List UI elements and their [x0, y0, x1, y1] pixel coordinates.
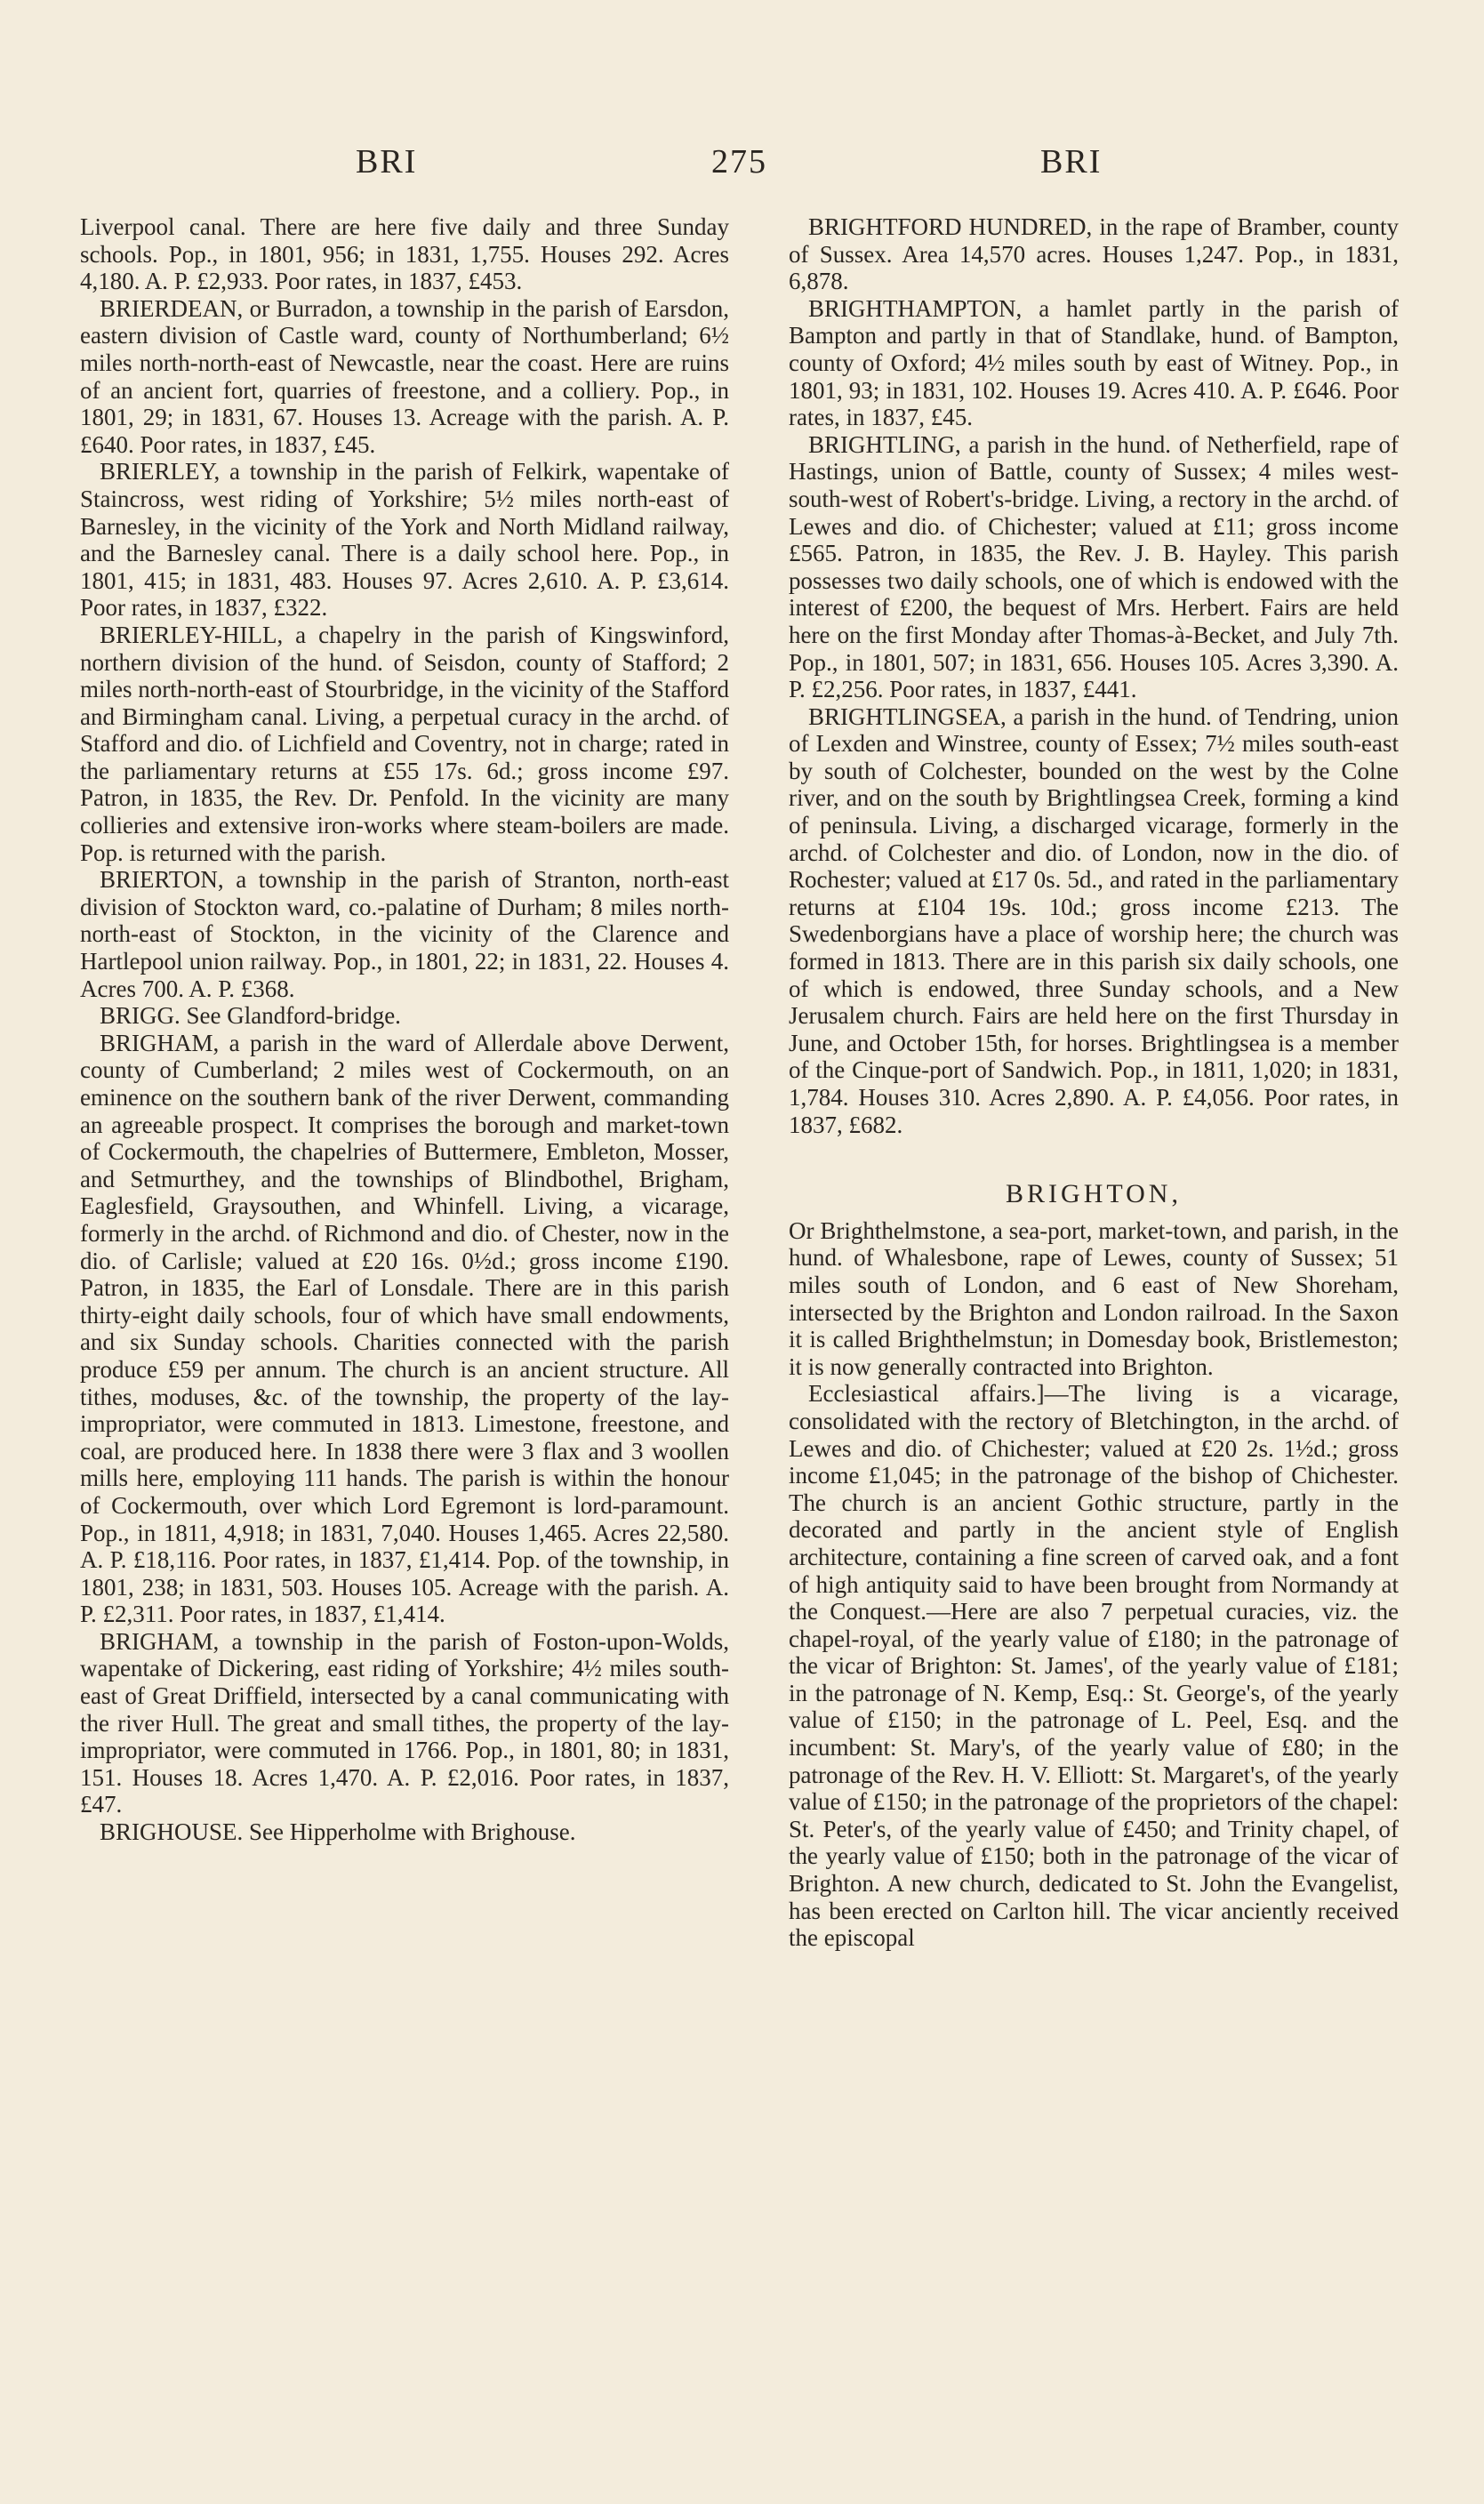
page-number: 275 — [711, 143, 767, 181]
entry-brigg: BRIGG. See Glandford-bridge. — [100, 1002, 401, 1030]
entry-brierley: BRIERLEY, a township in the parish of Felkirk, wapentake of Staincross, west riding of Yorkshire; 5½ miles north-east of Barnesley, in the vicinity of the York and North Midland railway, and the Barnesley canal. There is a daily school here. Pop., in 1801, 415; in 1831, 483. Houses 97. Acres 2,610. A. P. £3,614. Poor rates, in 1837, £322. — [80, 458, 729, 622]
running-head-right: BRI — [1040, 143, 1103, 181]
entry-continuation: Liverpool canal. There are here five daily and three Sunday schools. Pop., in 1801, 956; in 1831, 1,755. Houses 292. Acres 4,180. A. P. £2,933. Poor rates, in 1837, £453. — [80, 213, 729, 295]
entry-brierdean: BRIERDEAN, or Burradon, a township in the parish of Earsdon, eastern division of Castle ward, county of Northumberland; 6½ miles north-north-east of Newcastle, near the coast. Here are ruins of an ancient fort, quarries of freestone, and a colliery. Pop., in 1801, 29; in 1831, 67. Houses 13. Acreage with the parish. A. P. £640. Poor rates, in 1837, £45. — [80, 294, 729, 458]
running-head-left: BRI — [356, 143, 418, 181]
entry-brightford-hundred: BRIGHTFORD HUNDRED, in the rape of Bramber, county of Sussex. Area 14,570 acres. Houses 1,247. Pop., in 1831, 6,878. — [789, 213, 1399, 295]
right-column — [789, 213, 1399, 1952]
entry-brightlingsea: BRIGHTLINGSEA, a parish in the hund. of Tendring, union of Lexden and Winstree, county of Essex; 7½ miles south-east by south of Colchester, bounded on the west by the Colne river, and on the south by Brightlingsea Creek, forming a kind of peninsula. Living, a discharged vicarage, formerly in the archd. of Colchester and dio. of London, now in the dio. of Rochester; valued at £17 0s. 5d., and rated in the parliamentary returns at £104 19s. 10d.; gross income £213. The Swedenborgians have a place of worship here; the church was formed in 1813. There are in this parish six daily schools, one of which is endowed, three Sunday schools, and a New Jerusalem church. Fairs are held here on the first Thursday in June, and October 15th, for horses. Brightlingsea is a member of the Cinque-port of Sandwich. Pop., in 1811, 1,020; in 1831, 1,784. Houses 310. Acres 2,890. A. P. £4,056. Poor rates, in 1837, £682. — [789, 702, 1399, 1138]
brighton-ecclesiastical: Ecclesiastical affairs.]—The living is a vicarage, consolidated with the rectory of Bletchington, in the archd. of Lewes and dio. of Chichester; valued at £20 2s. 1½d.; gross income £1,045; in the patronage of the bishop of Chichester. The church is an ancient Gothic structure, partly in the decorated and partly in the ancient style of English architecture, containing a fine screen of carved oak, and a font of high antiquity said to have been brought from Normandy at the Conquest.—Here are also 7 perpetual curacies, viz. the chapel-royal, of the yearly value of £180; in the patronage of the vicar of Brighton: St. James', of the yearly value of £181; in the patronage of N. Kemp, Esq.: St. George's, of the yearly value of £150; in the patronage of L. Peel, Esq. and the incumbent: St. Mary's, of the yearly value of £80; in the patronage of the Rev. H. V. Elliott: St. Margaret's, of the yearly value of £150; in the patronage of the proprietors of the chapel: St. Peter's, of the yearly value of £450; and Trinity chapel, of the yearly value of £150; both in the patronage of the vicar of Brighton. A new church, dedicated to St. John the Evangelist, has been erected on Carlton hill. The vicar anciently received the episcopal — [789, 1380, 1399, 1952]
section-heading-brighton: BRIGHTON, — [1006, 1179, 1182, 1209]
brighton-intro: Or Brighthelmstone, a sea-port, market-town, and parish, in the hund. of Whalesbone, rape of Lewes, county of Sussex; 51 miles south of London, and 6 east of New Shoreham, intersected by the Brighton and London railroad. In the Saxon it is called Brighthelmstun; in Domesday book, Bristlemeston; it is now generally contracted into Brighton. — [789, 1216, 1399, 1380]
entry-brigham-parish: BRIGHAM, a parish in the ward of Allerdale above Derwent, county of Cumberland; 2 miles west of Cockermouth, on an eminence on the southern bank of the river Derwent, commanding an agreeable prospect. It comprises the borough and market-town of Cockermouth, the chapelries of Buttermere, Embleton, Mosser, and Setmurthey, and the townships of Blindbothel, Brigham, Eaglesfield, Graysouthen, and Whinfell. Living, a vicarage, formerly in the archd. of Richmond and dio. of Chester, now in the dio. of Carlisle; valued at £20 16s. 0½d.; gross income £190. Patron, in 1835, the Earl of Lonsdale. There are in this parish thirty-eight daily schools, four of which have small endowments, and six Sunday schools. Charities connected with the parish produce £59 per annum. The church is an ancient structure. All tithes, moduses, &c. of the township, the property of the lay-impropriator, were commuted in 1813. Limestone, freestone, and coal, are produced here. In 1838 there were 3 flax and 3 woollen mills here, employing 111 hands. The parish is within the honour of Cockermouth, over which Lord Egremont is lord-paramount. Pop., in 1811, 4,918; in 1831, 7,040. Houses 1,465. Acres 22,580. A. P. £18,116. Poor rates, in 1837, £1,414. Pop. of the township, in 1801, 238; in 1831, 503. Houses 105. Acreage with the parish. A. P. £2,311. Poor rates, in 1837, £1,414. — [80, 1029, 729, 1628]
entry-brightling: BRIGHTLING, a parish in the hund. of Netherfield, rape of Hastings, union of Battle, county of Sussex; 4 miles west-south-west of Robert's-bridge. Living, a rectory in the archd. of Lewes and dio. of Chichester; valued at £11; gross income £565. Patron, in 1835, the Rev. J. B. Hayley. This parish possesses two daily schools, one of which is endowed with the interest of £200, the bequest of Mrs. Herbert. Fairs are held here on the first Monday after Thomas-à-Becket, and July 7th. Pop., in 1801, 507; in 1831, 656. Houses 105. Acres 3,390. A. P. £2,256. Poor rates, in 1837, £441. — [789, 430, 1399, 703]
entry-brighouse: BRIGHOUSE. See Hipperholme with Brighouse. — [100, 1818, 576, 1846]
entry-brierley-hill: BRIERLEY-HILL, a chapelry in the parish of Kingswinford, northern division of the hund. of Seisdon, county of Stafford; 2 miles north-north-east of Stourbridge, in the vicinity of the Stafford and Birmingham canal. Living, a perpetual curacy in the archd. of Stafford and dio. of Lichfield and Coventry, not in charge; rated in the parliamentary returns at £55 17s. 6d.; gross income £97. Patron, in 1835, the Rev. Dr. Penfold. In the vicinity are many collieries and extensive iron-works where steam-boilers are made. Pop. is returned with the parish. — [80, 621, 729, 866]
entry-brighthampton: BRIGHTHAMPTON, a hamlet partly in the parish of Bampton and partly in that of Standlake, hund. of Bampton, county of Oxford; 4½ miles south by east of Witney. Pop., in 1801, 93; in 1831, 102. Houses 19. Acres 410. A. P. £646. Poor rates, in 1837, £45. — [789, 294, 1399, 431]
entry-brierton: BRIERTON, a township in the parish of Stranton, north-east division of Stockton ward, co.-palatine of Durham; 8 miles north-north-east of Stockton, in the vicinity of the Clarence and Hartlepool union railway. Pop., in 1801, 22; in 1831, 22. Houses 4. Acres 700. A. P. £368. — [80, 866, 729, 1002]
left-column — [80, 213, 729, 1846]
running-head — [0, 142, 1484, 196]
entry-brigham-township: BRIGHAM, a township in the parish of Foston-upon-Wolds, wapentake of Dickering, east riding of Yorkshire; 4½ miles south-east of Great Driffield, intersected by a canal communicating with the river Hull. The great and small tithes, the property of the lay-impropriator, were commuted in 1766. Pop., in 1801, 80; in 1831, 151. Houses 18. Acres 1,470. A. P. £2,016. Poor rates, in 1837, £47. — [80, 1627, 729, 1818]
